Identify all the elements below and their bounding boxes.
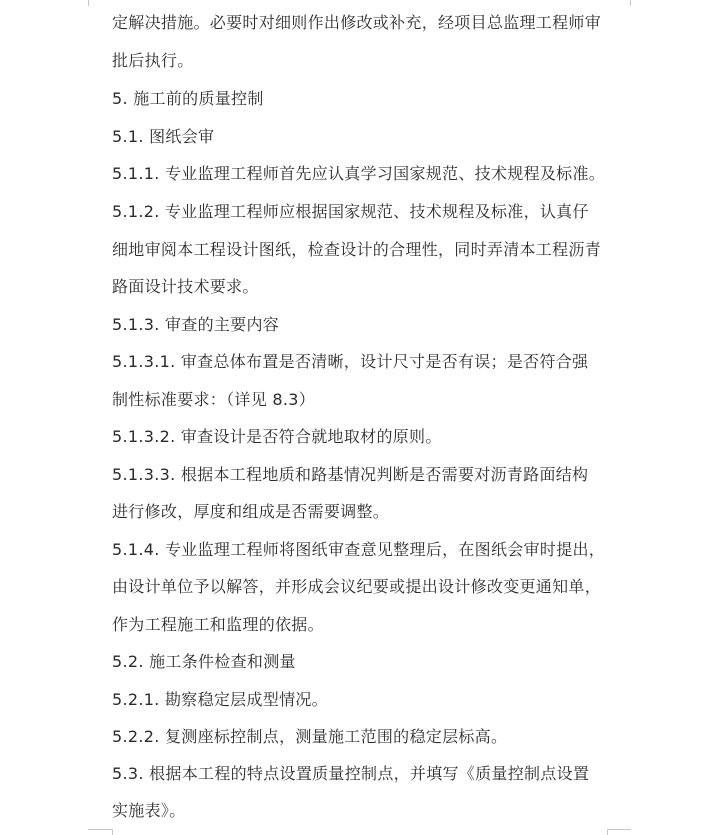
text-line: 定解决措施。必要时对细则作出修改或补充，经项目总监理工程师审 xyxy=(112,13,602,32)
text-line: 5.1.1. 专业监理工程师首先应认真学习国家规范、技术规程及标准。 xyxy=(112,164,606,183)
text-line: 5.1.3.2. 审查设计是否符合就地取材的原则。 xyxy=(112,427,442,446)
crop-mark-bottom-left-h xyxy=(88,829,112,830)
section-heading: 5.1.3. 审查的主要内容 xyxy=(112,315,280,334)
text-line: 5.2.1. 勘察稳定层成型情况。 xyxy=(112,690,328,709)
text-line: 5.3. 根据本工程的特点设置质量控制点，并填写《质量控制点设置 xyxy=(112,764,590,783)
text-line: 路面设计技术要求。 xyxy=(112,277,259,296)
text-line: 5.1.4. 专业监理工程师将图纸审查意见整理后，在图纸会审时提出， xyxy=(112,540,606,559)
crop-mark-bottom-right-v xyxy=(607,829,608,835)
text-line: 实施表》。 xyxy=(112,801,186,820)
text-line: 5.1.2. 专业监理工程师应根据国家规范、技术规程及标准，认真仔 xyxy=(112,202,589,221)
crop-mark-top-right xyxy=(630,0,631,6)
text-line: 5.2.2. 复测座标控制点，测量施工范围的稳定层标高。 xyxy=(112,727,508,746)
text-line: 5.1.3.3. 根据本工程地质和路基情况判断是否需要对沥青路面结构 xyxy=(112,465,589,484)
text-line: 5.1.3.1. 审查总体布置是否清晰，设计尺寸是否有误；是否符合强 xyxy=(112,352,589,371)
text-line: 作为工程施工和监理的依据。 xyxy=(112,615,324,634)
crop-mark-bottom-left-v xyxy=(112,829,113,835)
section-heading: 5.2. 施工条件检查和测量 xyxy=(112,652,296,671)
crop-mark-top-left xyxy=(88,0,89,6)
text-line: 批后执行。 xyxy=(112,51,194,70)
crop-mark-bottom-right-h xyxy=(607,829,631,830)
text-line: 由设计单位予以解答，并形成会议纪要或提出设计修改变更通知单， xyxy=(112,577,602,596)
text-line: 进行修改，厚度和组成是否需要调整。 xyxy=(112,502,390,521)
text-line: 制性标准要求：（详见 8.3） xyxy=(112,390,316,409)
section-heading: 5.1. 图纸会审 xyxy=(112,127,215,146)
text-line: 细地审阅本工程设计图纸，检查设计的合理性，同时弄清本工程沥青 xyxy=(112,240,602,259)
section-heading: 5. 施工前的质量控制 xyxy=(112,89,264,108)
